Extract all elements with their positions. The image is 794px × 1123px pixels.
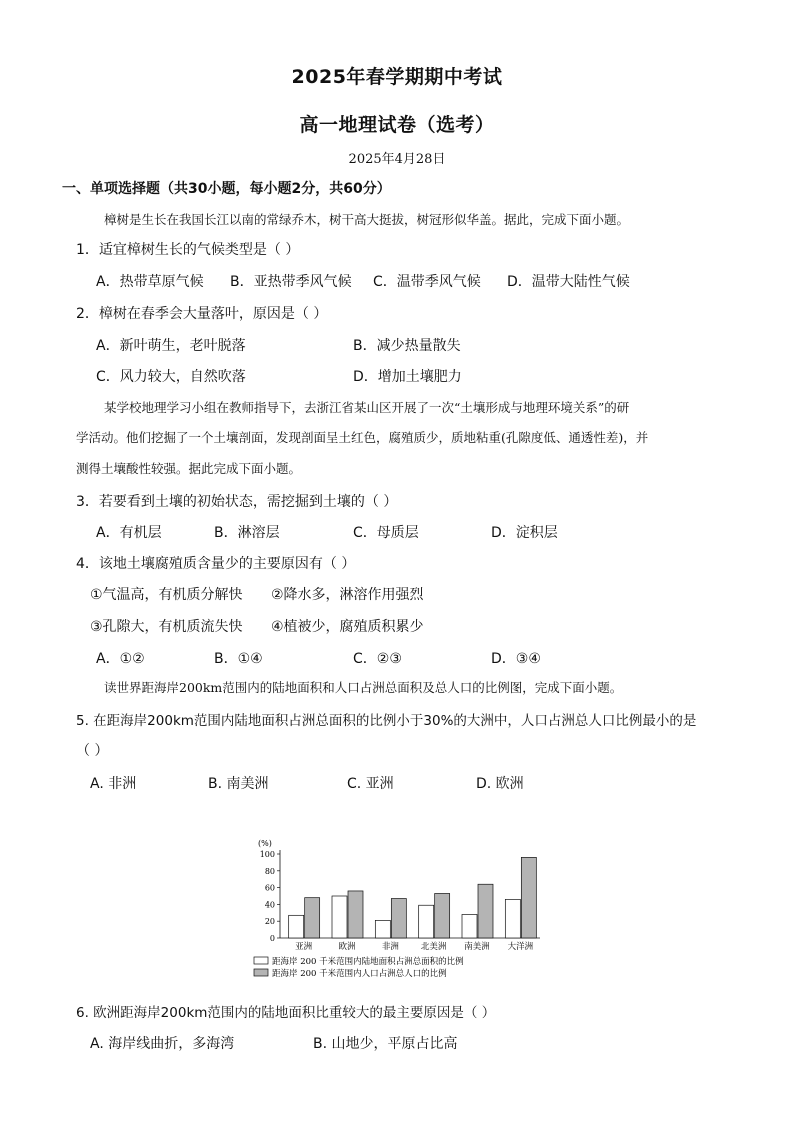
intro-passage-2-line-3: 测得土壤酸性较强。据此完成下面小题。 <box>76 461 302 476</box>
x-tick-label: 欧洲 <box>338 942 356 952</box>
intro-passage-3: 读世界距海岸200km范围内的陆地面积和人口占洲总面积及总人口的比例图，完成下面小题。 <box>104 680 623 695</box>
y-tick-label: 40 <box>264 900 275 910</box>
section-heading: 一、单项选择题（共30小题，每小题2分，共60分） <box>62 181 391 197</box>
question-2-option-b[interactable]: B．减少热量散失 <box>353 338 461 354</box>
bar-land-6 <box>505 899 520 938</box>
bar-population-4 <box>435 893 450 938</box>
question-2-option-c[interactable]: C．风力较大，自然吹落 <box>96 369 246 385</box>
exam-subtitle: 高一地理试卷（选考） <box>299 114 495 136</box>
bar-population-1 <box>305 898 320 938</box>
legend-swatch-land <box>254 957 268 964</box>
x-tick-label: 亚洲 <box>295 942 313 952</box>
question-5-option-a[interactable]: A. 非洲 <box>90 776 137 792</box>
question-2-option-a[interactable]: A．新叶萌生，老叶脱落 <box>96 338 246 354</box>
bar-population-6 <box>521 857 536 938</box>
question-5-stem: 5. 在距海岸200km范围内陆地面积占洲总面积的比例小于30%的大洲中，人口占洲总人口比例最小的是 <box>76 713 697 729</box>
question-2-stem: 2．樟树在春季会大量落叶，原因是（ ） <box>76 306 328 322</box>
question-2-option-d[interactable]: D．增加土壤肥力 <box>353 369 462 385</box>
bar-land-5 <box>462 914 477 938</box>
question-4-statement-4: ④植被少，腐殖质积累少 <box>271 619 424 635</box>
bar-land-4 <box>419 905 434 938</box>
question-5-option-c[interactable]: C. 亚洲 <box>347 776 394 792</box>
chart-svg <box>250 836 550 986</box>
intro-passage-2-line-1: 某学校地理学习小组在教师指导下，去浙江省某山区开展了一次“土壤形成与地理环境关系”的研 <box>104 400 630 415</box>
legend-label-land: 距海岸 200 千米范围内陆地面积占洲总面积的比例 <box>272 957 464 967</box>
question-6-option-a[interactable]: A. 海岸线曲折，多海湾 <box>90 1036 235 1052</box>
y-tick-label: 0 <box>269 934 275 943</box>
x-tick-label: 非洲 <box>381 942 399 952</box>
question-3-option-a[interactable]: A．有机层 <box>96 525 162 541</box>
question-4-statement-1: ①气温高，有机质分解快 <box>90 587 243 603</box>
question-5-option-b[interactable]: B. 南美洲 <box>208 776 269 792</box>
question-4-option-d[interactable]: D．③④ <box>491 651 541 667</box>
question-3-option-d[interactable]: D．淀积层 <box>491 525 558 541</box>
question-4-statement-2: ②降水多，淋溶作用强烈 <box>271 587 424 603</box>
y-tick-label: 60 <box>264 883 275 893</box>
bar-population-3 <box>391 899 406 938</box>
coastal-ratio-chart <box>250 836 550 986</box>
question-3-option-b[interactable]: B．淋溶层 <box>214 525 280 541</box>
question-3-stem: 3．若要看到土壤的初始状态，需挖掘到土壤的（ ） <box>76 494 398 510</box>
bar-land-1 <box>289 915 304 938</box>
chart-unit-label: (%) <box>258 839 272 848</box>
x-tick-label: 北美洲 <box>420 942 447 952</box>
bar-land-2 <box>332 896 347 938</box>
question-1-option-d[interactable]: D．温带大陆性气候 <box>507 274 630 290</box>
exam-title: 2025年春学期期中考试 <box>291 66 503 88</box>
question-6-option-b[interactable]: B. 山地少，平原占比高 <box>313 1036 458 1052</box>
bar-population-2 <box>348 891 363 938</box>
question-5-answer-paren: （ ） <box>76 743 109 759</box>
x-tick-label: 南美洲 <box>464 942 490 952</box>
intro-passage-2-line-2: 学活动。他们挖掘了一个土壤剖面，发现剖面呈土红色，腐殖质少，质地粘重(孔隙度低、通透性差)，并 <box>76 430 649 445</box>
question-4-stem: 4．该地土壤腐殖质含量少的主要原因有（ ） <box>76 556 356 572</box>
question-1-stem: 1．适宜樟树生长的气候类型是（ ） <box>76 242 300 258</box>
question-1-option-a[interactable]: A．热带草原气候 <box>96 274 204 290</box>
question-1-option-b[interactable]: B．亚热带季风气候 <box>230 274 352 290</box>
question-5-option-d[interactable]: D. 欧洲 <box>476 776 524 792</box>
question-4-option-a[interactable]: A．①② <box>96 651 145 667</box>
question-6-stem: 6. 欧洲距海岸200km范围内的陆地面积比重较大的最主要原因是（ ） <box>76 1005 496 1021</box>
exam-date: 2025年4月28日 <box>348 152 446 167</box>
x-tick-label: 大洋洲 <box>507 942 534 952</box>
question-4-option-c[interactable]: C．②③ <box>353 651 402 667</box>
question-4-statement-3: ③孔隙大，有机质流失快 <box>90 619 243 635</box>
bar-population-5 <box>478 884 493 938</box>
legend-label-population: 距海岸 200 千米范围内人口占洲总人口的比例 <box>272 969 447 979</box>
y-tick-label: 20 <box>264 917 275 927</box>
legend-swatch-population <box>254 969 268 976</box>
bar-land-3 <box>375 920 390 938</box>
question-3-option-c[interactable]: C．母质层 <box>353 525 419 541</box>
intro-passage-1: 樟树是生长在我国长江以南的常绿乔木，树干高大挺拔，树冠形似华盖。据此，完成下面小题。 <box>104 212 630 227</box>
question-1-option-c[interactable]: C．温带季风气候 <box>373 274 481 290</box>
question-4-option-b[interactable]: B．①④ <box>214 651 263 667</box>
y-tick-label: 80 <box>264 866 275 876</box>
y-tick-label: 100 <box>259 850 275 859</box>
